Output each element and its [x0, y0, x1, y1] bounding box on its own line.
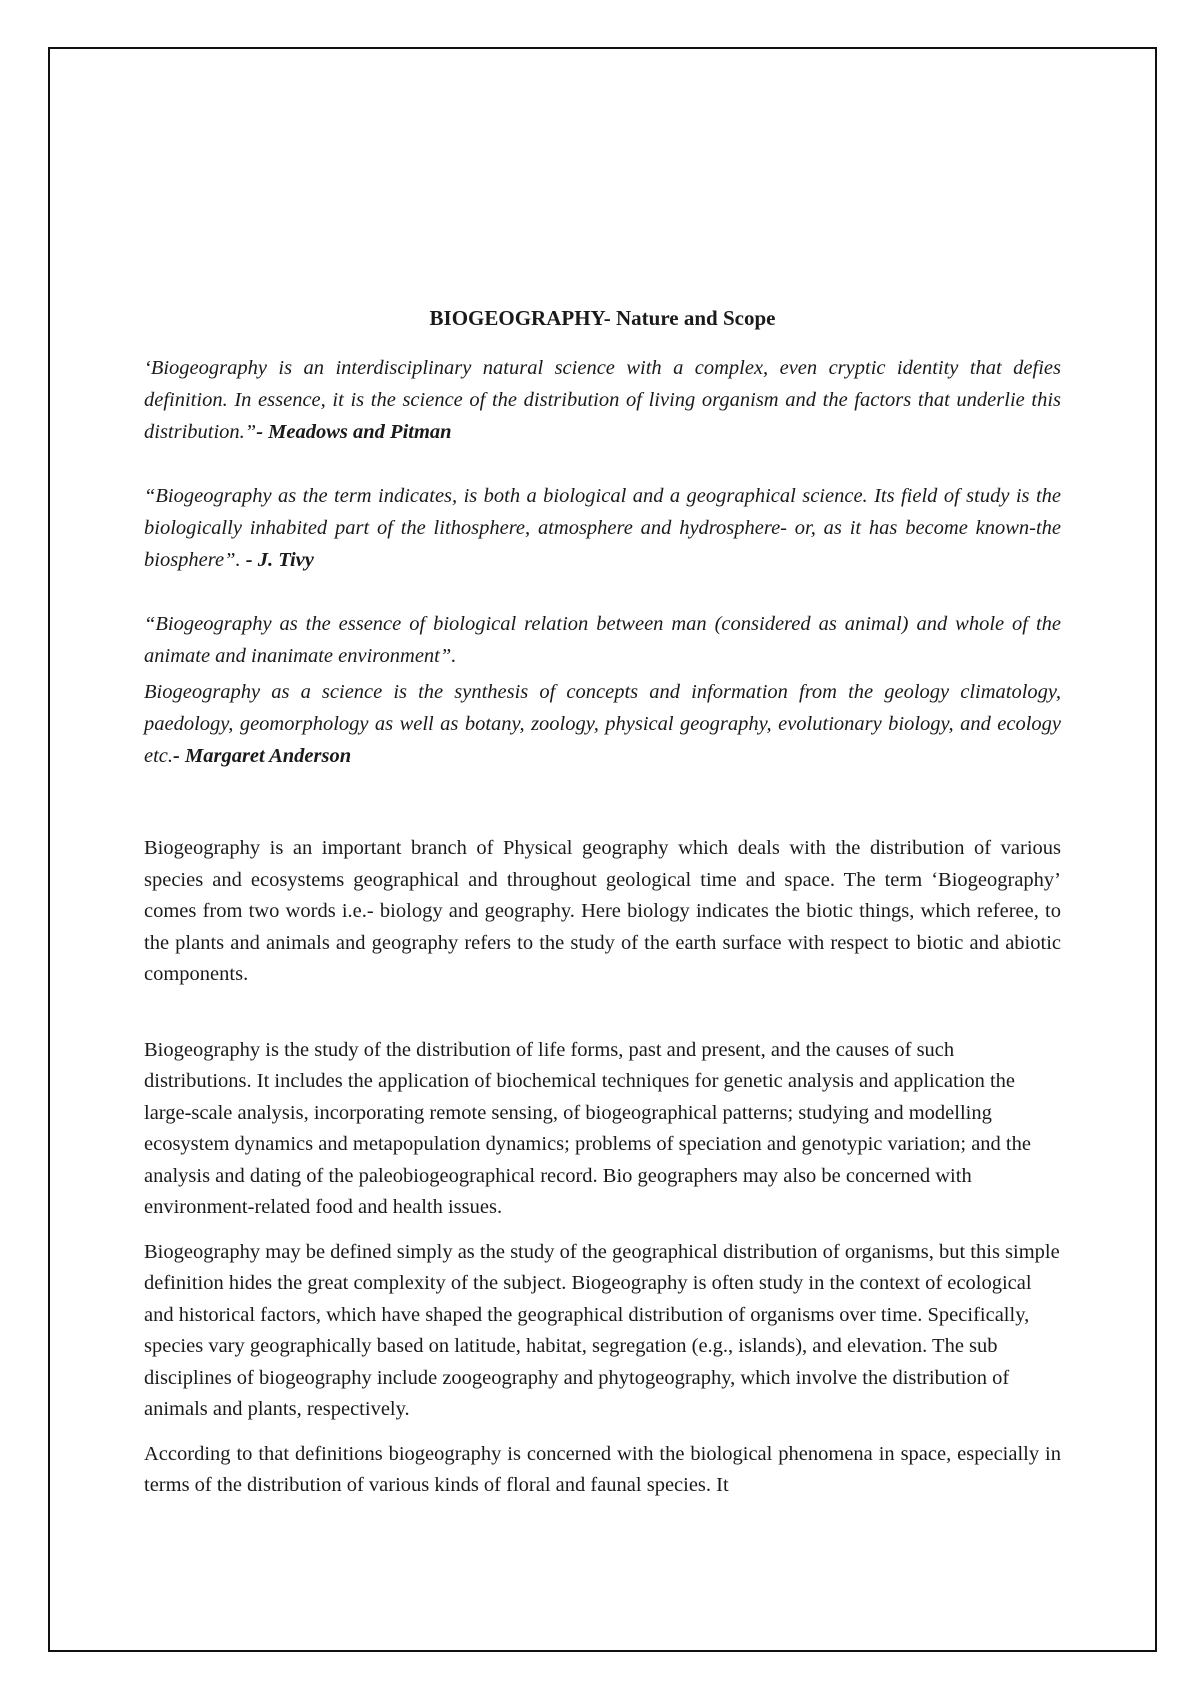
paragraph-life-forms: Biogeography is the study of the distribution of life forms, past and present, and the causes of such distributions. It includes the application of biochemical techniques for genetic analysis and application the large-scale analysis, incorporating remote sensing, of biogeographical patterns; studying and modelling ecosystem dynamics and metapopulation dynamics; problems of speciation and genotypic variation; and the analysis and dating of the paleobiogeographical record. Bio geographers may also be concerned with environment-related food and health issues. [144, 1038, 1031, 1218]
quote-meadows-pitman [144, 352, 1061, 448]
quote-author: - Margaret Anderson [173, 745, 352, 767]
quote-text: “Biogeography as the term indicates, is both a biological and a geographical science. Its field of study is the biologically inhabited part of the lithosphere, atmosphere and hydrosphere- or, as it has become known-the biosphere”. [144, 485, 1061, 571]
quote-tivy [144, 480, 1061, 576]
paragraph-biological-phenomena: According to that definitions biogeography is concerned with the biological phenomena in space, especially in terms of the distribution of various kinds of floral and faunal species. It [144, 1442, 1061, 1496]
quote-text: Biogeography as a science is the synthesis of concepts and information from the geology climatology, paedology, geomorphology as well as botany, zoology, physical geography, evolutionary biology, and ecology etc. [144, 681, 1061, 767]
paragraph-definition: Biogeography may be defined simply as the study of the geographical distribution of organisms, but this simple definition hides the great complexity of the subject. Biogeography is often study in the context of ecological and historical factors, which have shaped the geographical distribution of organisms over time. Specifically, species vary geographically based on latitude, habitat, segregation (e.g., islands), and elevation. The sub disciplines of biogeography include zoogeography and phytogeography, which involve the distribution of animals and plants, respectively. [144, 1240, 1060, 1420]
quote-anderson [144, 676, 1061, 772]
document-title: BIOGEOGRAPHY- Nature and Scope [429, 306, 776, 330]
quote-text: ‘Biogeography is an interdisciplinary natural science with a complex, even cryptic identity that defies definition. In essence, it is the science of the distribution of living organism and the factors that underlie this distribution.” [144, 357, 1061, 443]
paragraph-physical-geography: Biogeography is an important branch of Physical geography which deals with the distribution of various species and ecosystems geographical and throughout geological time and space. The term ‘Biogeography’ comes from two words i.e.- biology and geography. Here biology indicates the biotic things, which referee, to the plants and animals and geography refers to the study of the earth surface with respect to biotic and abiotic components. [144, 837, 1061, 985]
quote-author: - Meadows and Pitman [256, 421, 452, 443]
document-body [144, 302, 1061, 1502]
quote-text: “Biogeography as the essence of biological relation between man (considered as animal) and whole of the animate and inanimate environment”. [144, 613, 1061, 667]
quote-author: - J. Tivy [245, 549, 314, 571]
quote-animate-environment [144, 608, 1061, 672]
